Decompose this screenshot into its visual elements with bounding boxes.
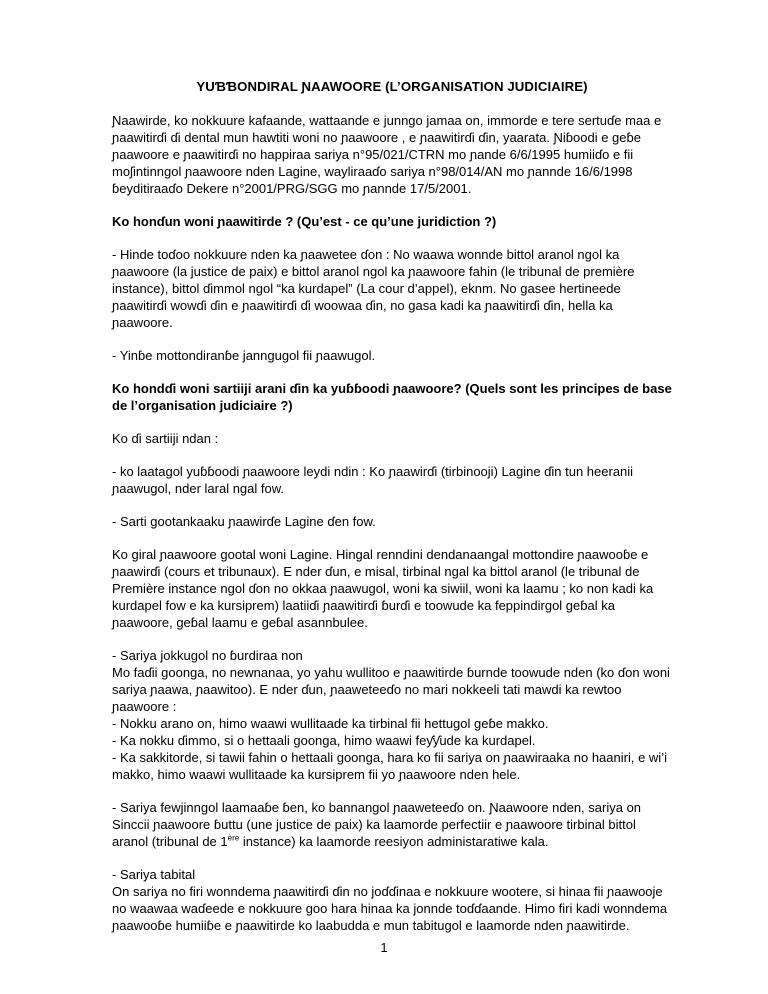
paragraph-line: - Nokku arano on, himo waawi wullitaade ka tirbinal fii hettugol geɓe makko.: [112, 716, 549, 731]
paragraph-text: - Sariya fewjinngol laamaaɓe ɓen, ko bannangol ɲaaweteeɗo on. Ɲaawoore nden, sariya on Sinccii ɲaawoore ɓuttu (une justice de paix) ka laamorde perfectiir e ɲaawoore tirbinal bittol aranol (tribunal de 1: [112, 800, 642, 849]
question-1-paragraph-2: - Yinɓe mottondiranɓe janngugol fii ɲaawugol.: [112, 348, 376, 363]
question-2-paragraph-6: [112, 866, 672, 934]
paragraph-line: - Sariya jokkugol no ɓurdiraa non: [112, 648, 303, 663]
question-1-paragraph-1: - Hinde toɗoo nokkuure nden ka ɲaawetee ɗon : No waawa wonnde bittol aranol ngol ka ɲaawoore (la justice de paix) e bittol aranol ngol ka ɲaawoore fahin (le tribunal de première instance), bittol ɗimmol ngol “ka kurdapel” (La cour d’appel), eknm. No gasee hertineede ɲaawitirɗi wowɗi ɗin e ɲaawitirɗi ɗi woowaa ɗin, no gasa kadi ka ɲaawitirɗi ɗin, hella ka ɲaawoore.: [112, 247, 635, 330]
paragraph-line: - Ka sakkitorde, si tawii fahin o hettaali goonga, hara ko fii sariya on ɲaawiraaka no haaniri, e wi’i makko, himo waawi wullitaade ka kursiprem fii yo ɲaawoore nden hele.: [112, 750, 667, 782]
superscript-text: ère: [227, 833, 240, 843]
question-2-paragraph-5: [112, 799, 672, 850]
question-2-intro: Ko ɗi sartiiji ndan :: [112, 431, 219, 446]
document-title: YUƁƁONDIRAL ƝAAWOORE (L’ORGANISATION JUDICIAIRE): [196, 79, 588, 94]
paragraph-line: On sariya no firi wonndema ɲaawitirɗi ɗin no joɗɗinaa e nokkuure wootere, si hinaa fii ɲaawooje no waawaa waɗeede e nokkuure goo hara hinaa ka jonnde toɗɗaande. Himo firi kadi wonndema ɲaawooɓe humiiɓe e ɲaawitirde ko laabudda e mun tabitugol e laamorde nden ɲaawitirde.: [112, 884, 668, 933]
paragraph-text: instance) ka laamorde reesiyon administaratiwe kala.: [239, 834, 549, 849]
question-2-paragraph-4: [112, 647, 672, 783]
page-number: 1: [380, 940, 388, 955]
paragraph-line: Mo faɗii goonga, no newnanaa, yo yahu wullitoo e ɲaawitirde ɓurnde toowude nden (ko ɗon woni sariya ɲaawa, ɲaawitoo). E nder ɗun, ɲaaweteeɗo no mari nokkeeli tati mawdi ka rewtoo ɲaawoore :: [112, 665, 670, 714]
question-2-paragraph-3: Ko giral ɲaawoore gootal woni Lagine. Hingal renndini dendanaangal mottondire ɲaawooɓe e ɲaawirɗi (cours et tribunaux). E nder ɗun, e misal, tirbinal ngal ka bittol aranol (le tribunal de Première instance ngol ɗon no okkaa ɲaawugol, woni ka siwiil, woni ka laamu ; ko non kadi ka kurdapel fow e ka kursiprem) laatiiɗi ɲaawitirɗi ɓurɗi e toowude ka feppindirgol geɓal ka ɲaawoore, geɓal laamu e geɓal asannbulee.: [112, 547, 654, 630]
paragraph-line: - Ka nokku ɗimmo, si o hettaali goonga, himo waawi feƴƴude ka kurdapel.: [112, 733, 536, 748]
question-2-heading: Ko hondɗi woni sartiiji arani ɗin ka yuɓɓoodi ɲaawoore? (Quels sont les principes de base de l’organisation judiciaire ?): [112, 381, 672, 413]
question-1-heading: Ko honɗun woni ɲaawitirde ? (Qu’est - ce qu’une juridiction ?): [112, 214, 497, 229]
question-2-paragraph-1: - ko laatagol yuɓɓoodi ɲaawoore leydi ndin : Ko ɲaawirɗi (tirbinooji) Lagine ɗin tun heeranii ɲaawugol, nder laral ngal fow.: [112, 464, 634, 496]
question-2-paragraph-2: - Sarti gootankaaku ɲaawirɗe Lagine ɗen fow.: [112, 514, 376, 529]
document-page: [112, 78, 672, 950]
intro-paragraph: Ɲaawirde, ko nokkuure kafaande, wattaande e junngo jamaa on, immorde e tere sertuɗe maa e ɲaawitirɗi ɗi dental mun hawtiti woni no ɲaawoore , e ɲaawitirɗi ɗin, yaarata. Ɲiɓoodi e geɓe ɲaawoore e ɲaawitirɗi no happiraa sariya n°95/021/CTRN mo ɲande 6/6/1995 humiiɗo e fii moʃintinngol ɲaawoore nden Lagine, wayliraaɗo sariya n°98/014/AN mo ɲannde 16/6/1998 ɓeyditiraaɗo Dekere n°2001/PRG/SGG mo ɲannde 17/5/2001.: [112, 113, 662, 196]
paragraph-line: - Sariya tabital: [112, 867, 196, 882]
